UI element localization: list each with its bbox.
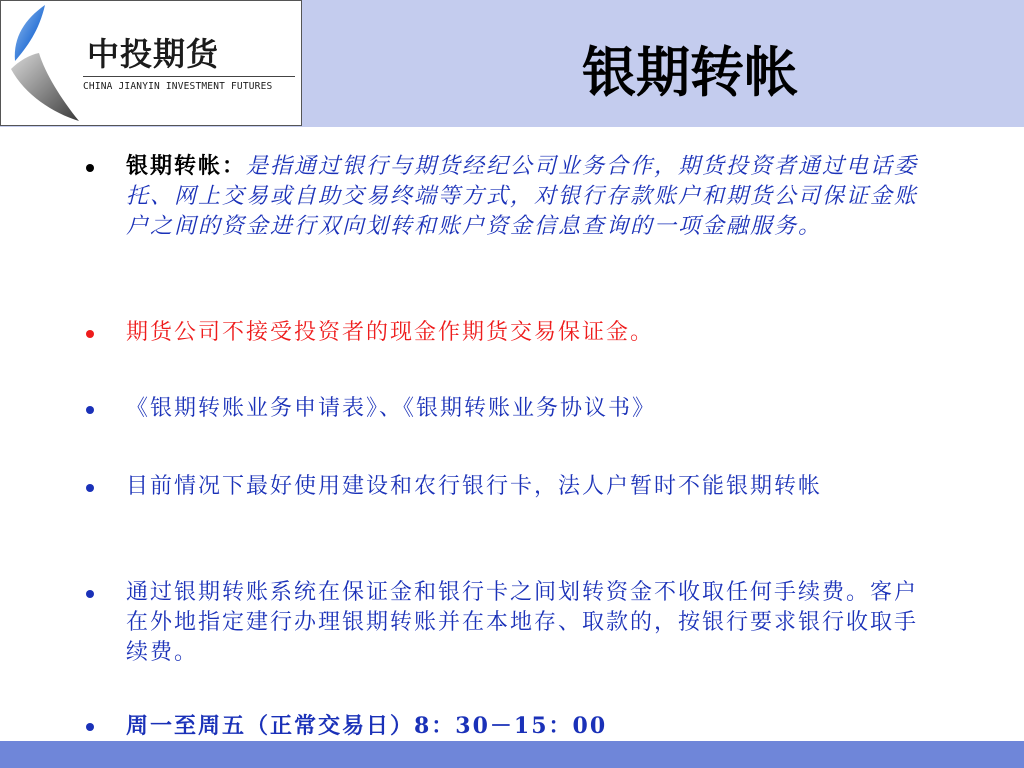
definition-text: 是指通过银行与期货经纪公司业务合作，期货投资者通过电话委托、网上交易或自助交易终端等方式，对银行存款账户和期货公司保证金账户之间的资金进行双向划转和账户资金信息查询的一项金融服务。 [126,154,919,239]
bullet-dot-icon [86,330,94,338]
bullet-text: 目前情况下最好使用建设和农行银行卡，法人户暂时不能银期转帐 [126,474,823,499]
footer-band [0,741,1024,768]
bullet-dot-icon [86,164,94,172]
logo-name-cn: 中投期货 [87,35,220,73]
logo-divider [83,76,295,77]
bullet-dot-icon [86,484,94,492]
bullet-dot-icon [86,406,94,414]
bullet-text: 《银期转账业务申请表》、《银期转账业务协议书》 [126,396,657,421]
trading-hours: 周一至周五（正常交易日）8：30－15：00 [126,713,608,739]
logo-mark-icon [5,3,81,125]
bullet-text: 期货公司不接受投资者的现金作期货交易保证金。 [126,320,655,345]
definition-term: 银期转帐： [126,154,247,179]
logo-name-en: CHINA JIANYIN INVESTMENT FUTURES [83,81,273,92]
bullet-text: 通过银期转账系统在保证金和银行卡之间划转资金不收取任何手续费。客户在外地指定建行办理银期转账并在本地存、取款的，按银行要求银行收取手续费。 [126,580,919,665]
bullet-dot-icon [86,723,94,731]
slide-title: 银期转帐 [582,41,798,104]
company-logo [0,0,302,126]
bullet-dot-icon [86,590,94,598]
